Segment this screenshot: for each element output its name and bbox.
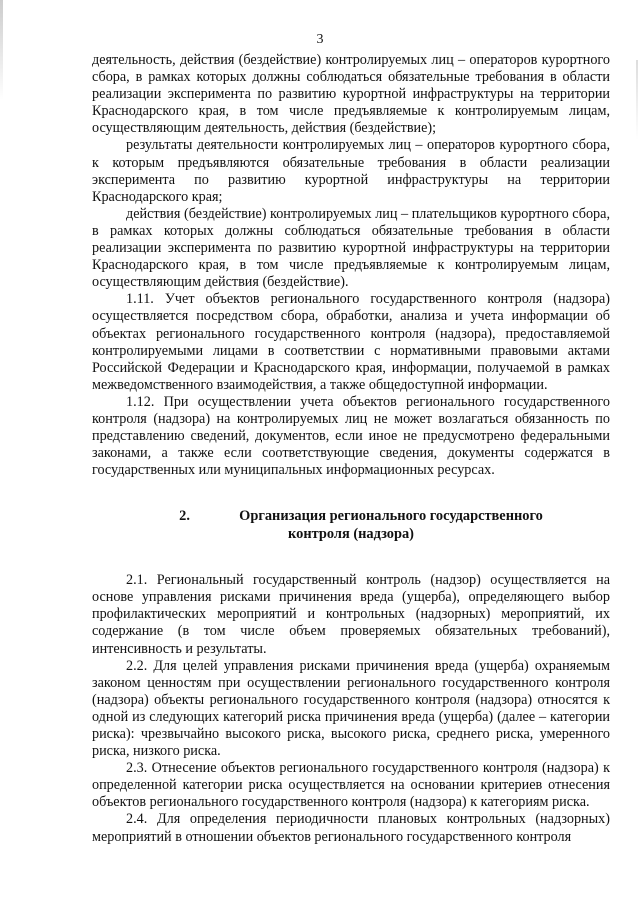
section-heading	[92, 508, 610, 543]
page-number: 3	[316, 32, 324, 47]
section-title-line2: контроля (надзора)	[288, 525, 414, 542]
paragraph-1-11: 1.11. Учет объектов регионального государственного контроля (надзора) осуществляется посредством сбора, обработки, анализа и учета информации об объектах регионального государственного контроля (надзора), предоставляемой контролируемыми лицами в соответствии с нормативными правовыми актами Российской Федерации и Краснодарского края, информации, получаемой в рамках межведомственного взаимодействия, а также общедоступной информации.	[92, 291, 610, 393]
section-number: 2.	[179, 508, 190, 525]
paragraph-2-1: 2.1. Региональный государственный контроль (надзор) осуществляется на основе управления рисками причинения вреда (ущерба), определяющего выбор профилактических мероприятий и контрольных (надзорных) мероприятий, их содержание (в том числе объем проверяемых обязательных требований), интенсивность и результаты.	[92, 572, 610, 657]
paragraph-2-2: 2.2. Для целей управления рисками причинения вреда (ущерба) охраняемым законом ценностям при осуществлении регионального государственного контроля (надзора) объекты регионального государственного контроля (надзора) относятся к одной из следующих категорий риска причинения вреда (ущерба) (далее – категории риска): чрезвычайно высокого риска, высокого риска, среднего риска, умеренного риска, низкого риска.	[92, 657, 610, 760]
paragraph-2-4: 2.4. Для определения периодичности плановых контрольных (надзорных) мероприятий в отношении объектов регионального государственного контроля	[92, 811, 610, 845]
paragraph-1-12: 1.12. При осуществлении учета объектов регионального государственного контроля (надзора) на контролируемых лиц не может возлагаться обязанность по представлению сведений, документов, если иное не предусмотрено федеральными законами, а также если соответствующие сведения, документы содержатся в государственных или муниципальных информационных ресурсах.	[92, 393, 610, 479]
document-body	[92, 52, 610, 846]
section-title-line1: Организация регионального государственного	[239, 508, 543, 525]
scan-edge-mark-left	[0, 0, 3, 100]
paragraph-2-3: 2.3. Отнесение объектов регионального государственного контроля (надзора) к определенной категории риска осуществляется на основании критериев отнесения объектов регионального государственного контроля (надзора) к категориям риска.	[92, 760, 610, 811]
paragraph: результаты деятельности контролируемых лиц – операторов курортного сбора, к которым предъявляются обязательные требования в области реализации эксперимента по развитию курортной инфраструктуры на территории Краснодарского края;	[92, 137, 610, 205]
scan-edge-mark-right	[636, 60, 638, 140]
paragraph: действия (бездействие) контролируемых лиц – плательщиков курортного сбора, в рамках которых должны соблюдаться обязательные требования в области реализации эксперимента по развитию курортной инфраструктуры на территории Краснодарского края, в том числе предъявляемые к контролируемым лицам, осуществляющим действия (бездействие).	[92, 205, 610, 291]
paragraph-continuation: деятельность, действия (бездействие) контролируемых лиц – операторов курортного сбора, в рамках которых должны соблюдаться обязательные требования в области реализации эксперимента по развитию курортной инфраструктуры на территории Краснодарского края, в том числе предъявляемые к контролируемым лицам, осуществляющим деятельность, действия (бездействие);	[92, 52, 610, 137]
